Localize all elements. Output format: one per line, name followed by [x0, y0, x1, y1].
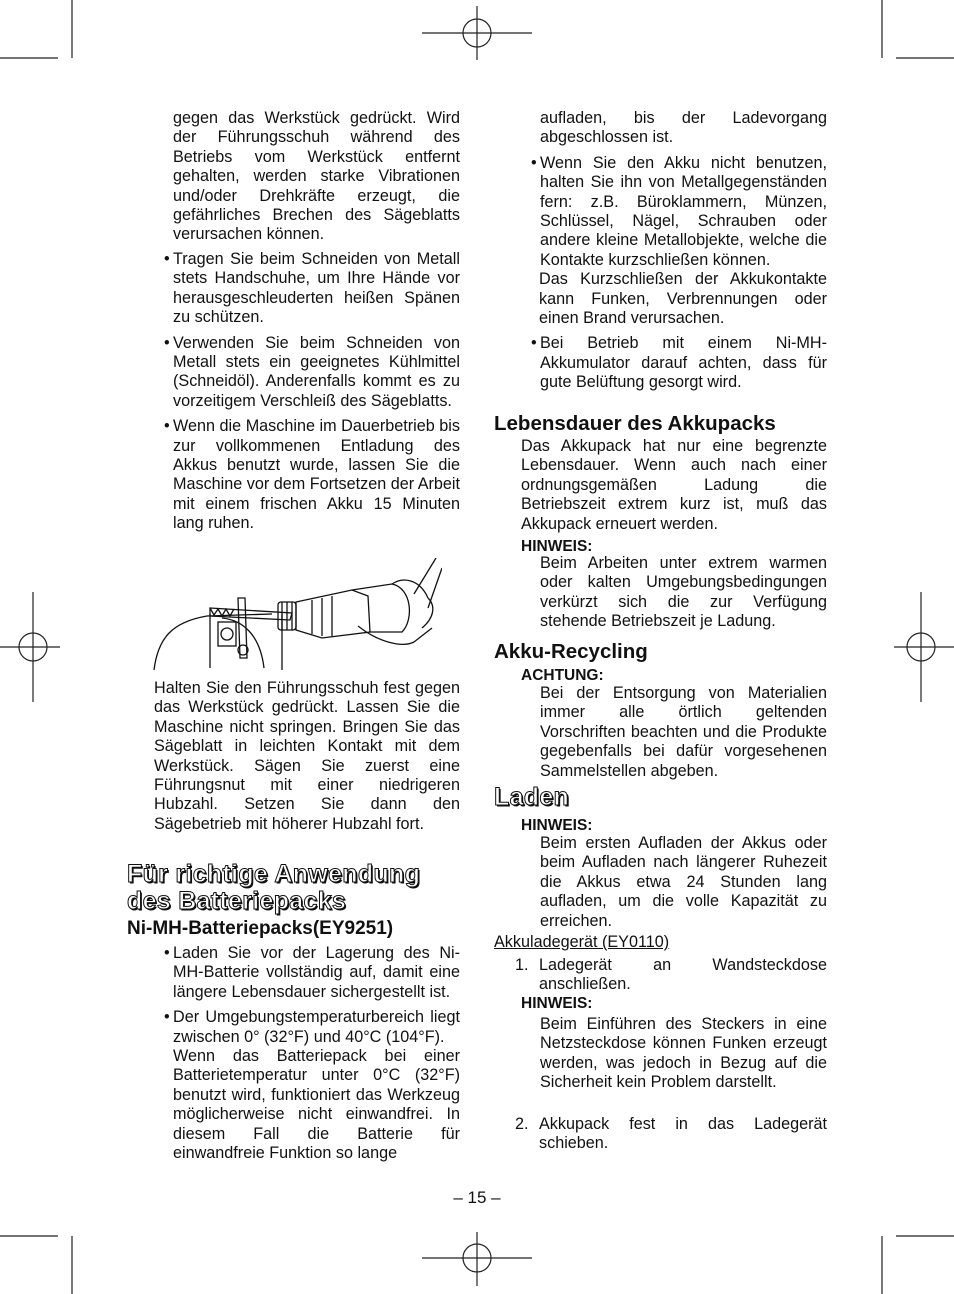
step-1-note: Beim Einführen des Steckers in eine Netzsteckdose können Funken erzeugt werden, was jedoch in Bezug auf die Sicherheit kein Problem darstellt. [540, 1015, 827, 1092]
bullet-temperature: • Der Umgebungstemperaturbereich liegt zwischen 0° (32°F) und 40°C (104°F). [164, 1008, 460, 1046]
left-continuation-text: gegen das Werkstück gedrückt. Wird der Führungsschuh während des Betriebs vom Werkstück entfernt gehalten, werden starke Vibrationen und/oder Drehkräfte erzeugt, die gefährliches Brechen des Sägeblatts verursachen können. [173, 109, 460, 244]
bullet-ventilation: • Bei Betrieb mit einem Ni-MH-Akkumulator darauf achten, dass für gute Belüftung gesorgt wird. [531, 334, 827, 392]
nimh-bullets [164, 944, 460, 1163]
registration-mark-left [0, 592, 60, 702]
step-2-text: Akkupack fest in das Ladegerät schieben. [539, 1115, 827, 1153]
charger-label: Akkuladegerät (EY0110) [494, 933, 670, 951]
hinweis-label-2: HINWEIS: [521, 817, 593, 834]
safety-bullets [164, 250, 461, 534]
step-1 [515, 956, 827, 995]
right-continuation-text: aufladen, bis der Ladevorgang abgeschlossen ist. [540, 109, 827, 147]
registration-mark-right [894, 592, 954, 702]
section-title-line1: Für richtige Anwendung [127, 860, 421, 888]
bullet-rest: • Wenn die Maschine im Dauerbetrieb bis zur vollkommenen Entladung des Akkus benutzt wurde, lassen Sie die Maschine vor dem Fortsetzen der Arbeit mit einem frischen Akku 15 Minuten lang ruhen. [164, 417, 461, 533]
nimh-subheading: Ni-MH-Batteriepacks(EY9251) [127, 918, 394, 939]
step-1-text: Ladegerät an Wandsteckdose anschließen. [539, 956, 827, 994]
lebensdauer-note: Beim Arbeiten unter extrem warmen oder kalten Umgebungsbedingungen verkürzt sich die zur Verfügung stehende Betriebszeit je Ladung. [540, 554, 827, 631]
saw-illustration [152, 558, 442, 678]
right-top [531, 109, 827, 393]
laden-note: Beim ersten Aufladen der Akkus oder beim Aufladen nach längerer Ruhezeit die Akkus etwa 24 Stunden lang aufladen, um die volle Kapazität zu erreichen. [540, 834, 827, 930]
bullet-storage: • Laden Sie vor der Lagerung des Ni-MH-Batterie vollständig auf, damit eine längere Lebensdauer sichergestellt ist. [164, 944, 460, 1001]
saw-caption: Halten Sie den Führungsschuh fest gegen das Werkstück gedrückt. Lassen Sie die Maschine nicht springen. Bringen Sie das Sägeblatt in leichten Kontakt mit dem Werkstück. Sägen Sie zuerst eine Führungsnut mit einer niedrigeren Hubzahl. Setzen Sie dann den Sägebetrieb mit höherer Hubzahl fort. [154, 679, 460, 833]
page-number: – 15 – [453, 1188, 501, 1207]
section-heading-battery [127, 861, 467, 915]
registration-mark-top [422, 6, 532, 60]
lebensdauer-text: Das Akkupack hat nur eine begrenzte Lebensdauer. Wenn auch nach einer ordnungsgemäßen Ladung die Betriebszeit extrem kurz ist, muß das Akkupack erneuert werden. [521, 437, 827, 533]
recycling-text: Bei der Entsorgung von Materialien immer alle örtlich geltenden Vorschriften beachten und die Produkte gegebenfalls bei dafür vorgesehenen Sammelstellen abgeben. [540, 684, 827, 780]
section-title-line2: des Batteriepacks [127, 887, 347, 915]
bullet-gloves: • Tragen Sie beim Schneiden von Metall stets Handschuhe, um Ihre Hände vor herausgeschleuderten heißen Spänen zu schützen. [164, 250, 460, 327]
hinweis-label-1: HINWEIS: [521, 538, 593, 555]
step-1-number: 1. [515, 956, 529, 974]
achtung-label: ACHTUNG: [521, 667, 604, 684]
hinweis-label-3: HINWEIS: [521, 995, 593, 1012]
laden-heading: Laden [494, 783, 570, 811]
step-2 [515, 1115, 827, 1154]
temperature-continuation: Wenn das Batteriepack bei einer Batterietemperatur unter 0°C (32°F) benutzt wird, funktioniert das Werkzeug möglicherweise nicht einwandfrei. In diesem Fall die Batterie für einwandfreie Funktion so lange [173, 1047, 460, 1163]
recycling-heading: Akku-Recycling [494, 640, 648, 663]
step-2-number: 2. [515, 1115, 529, 1133]
bullet-metal-objects: • Wenn Sie den Akku nicht benutzen, halten Sie ihn von Metallgegenständen fern: z.B. Büroklammern, Münzen, Schlüssel, Nägel, Schrauben oder andere kleine Metallobjekte, welche die Kontakte kurzschließen können. [531, 153, 827, 269]
bullet-coolant: • Verwenden Sie beim Schneiden von Metall stets ein geeignetes Kühlmittel (Schneidöl). Anderenfalls kommt es zu vorzeitigem Verschleiß des Sägeblatts. [164, 333, 460, 410]
lebensdauer-heading: Lebensdauer des Akkupacks [494, 412, 776, 435]
registration-mark-bottom [422, 1232, 532, 1286]
short-circuit-text: Das Kurzschließen der Akkukontakte kann Funken, Verbrennungen oder einen Brand verursachen. [539, 270, 827, 328]
